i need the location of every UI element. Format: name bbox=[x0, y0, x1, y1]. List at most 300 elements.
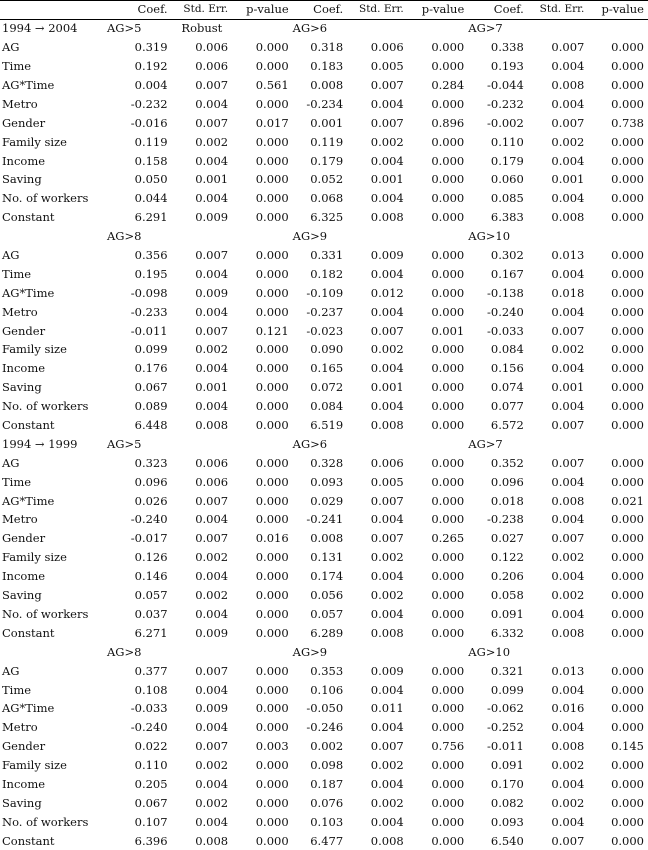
value-cell: 0.205 bbox=[134, 776, 168, 791]
value-cell: 0.099 bbox=[134, 342, 168, 357]
value-cell: 0.004 bbox=[370, 720, 404, 735]
header-cell: Std. Err. bbox=[539, 3, 585, 16]
variable-label: AG*Time bbox=[2, 493, 55, 508]
value-cell: 0.000 bbox=[431, 758, 465, 773]
table-row bbox=[0, 359, 648, 378]
value-cell: 0.006 bbox=[370, 40, 404, 55]
value-cell: 0.165 bbox=[310, 361, 344, 376]
value-cell: 0.007 bbox=[370, 531, 404, 546]
variable-label: Saving bbox=[2, 795, 42, 810]
value-cell: 0.000 bbox=[431, 625, 465, 640]
value-cell: 0.000 bbox=[255, 493, 289, 508]
model-label bbox=[588, 19, 648, 38]
value-cell: 0.000 bbox=[611, 40, 644, 55]
value-cell: 0.004 bbox=[551, 512, 585, 527]
value-cell: 0.000 bbox=[611, 720, 644, 735]
value-cell: 0.021 bbox=[611, 493, 644, 508]
value-cell: -0.016 bbox=[130, 115, 168, 130]
value-cell: 0.007 bbox=[551, 115, 585, 130]
value-cell: 0.007 bbox=[551, 531, 585, 546]
value-cell: 0.000 bbox=[255, 550, 289, 565]
value-cell: 0.000 bbox=[431, 59, 465, 74]
value-cell: 0.000 bbox=[611, 569, 644, 584]
value-cell: 0.103 bbox=[310, 814, 344, 829]
value-cell: 0.000 bbox=[255, 455, 289, 470]
value-cell: -0.017 bbox=[130, 531, 168, 546]
table-row bbox=[0, 529, 648, 548]
value-cell: 0.009 bbox=[195, 701, 229, 716]
value-cell: 0.001 bbox=[370, 380, 404, 395]
table-row bbox=[0, 567, 648, 586]
variable-label: AG*Time bbox=[2, 285, 55, 300]
value-cell: 0.000 bbox=[611, 474, 644, 489]
value-cell: 0.082 bbox=[490, 795, 524, 810]
value-cell: 0.007 bbox=[195, 739, 229, 754]
value-cell: 0.007 bbox=[195, 663, 229, 678]
value-cell: 0.122 bbox=[490, 550, 524, 565]
value-cell: 0.000 bbox=[255, 172, 289, 187]
value-cell: 0.007 bbox=[195, 323, 229, 338]
table-row bbox=[0, 283, 648, 302]
value-cell: 0.302 bbox=[490, 248, 524, 263]
value-cell: 0.005 bbox=[370, 474, 404, 489]
value-cell: 0.008 bbox=[195, 418, 229, 433]
value-cell: 0.084 bbox=[490, 342, 524, 357]
variable-label: No. of workers bbox=[2, 191, 89, 206]
value-cell: 0.000 bbox=[255, 153, 289, 168]
model-label bbox=[347, 227, 408, 246]
model-label: AG>8 bbox=[106, 644, 142, 659]
table-row bbox=[0, 812, 648, 831]
value-cell: 0.007 bbox=[370, 323, 404, 338]
value-cell: -0.109 bbox=[306, 285, 344, 300]
table-row bbox=[0, 151, 648, 170]
value-cell: 0.007 bbox=[195, 248, 229, 263]
value-cell: 0.085 bbox=[490, 191, 524, 206]
value-cell: -0.238 bbox=[487, 512, 524, 527]
model-label: AG>7 bbox=[468, 21, 503, 36]
variable-label: Constant bbox=[2, 625, 55, 640]
variable-label: AG*Time bbox=[2, 701, 55, 716]
value-cell: 0.093 bbox=[310, 474, 344, 489]
value-cell: 0.000 bbox=[611, 550, 644, 565]
variable-label: Gender bbox=[2, 115, 46, 130]
model-label bbox=[347, 19, 408, 38]
variable-label: Gender bbox=[2, 739, 46, 754]
value-cell: 0.000 bbox=[431, 248, 465, 263]
table-row bbox=[0, 605, 648, 624]
value-cell: -0.011 bbox=[130, 323, 168, 338]
value-cell: 0.008 bbox=[310, 531, 344, 546]
value-cell: 0.009 bbox=[195, 285, 229, 300]
variable-label: Saving bbox=[2, 172, 42, 187]
value-cell: 0.000 bbox=[255, 814, 289, 829]
value-cell: 0.000 bbox=[255, 59, 289, 74]
value-cell: 0.131 bbox=[310, 550, 344, 565]
value-cell: 0.000 bbox=[611, 795, 644, 810]
value-cell: -0.044 bbox=[487, 78, 524, 92]
value-cell: 0.119 bbox=[310, 134, 344, 149]
variable-label: AG bbox=[2, 455, 20, 470]
value-cell: 0.000 bbox=[431, 210, 465, 225]
value-cell: 0.004 bbox=[195, 153, 229, 168]
value-cell: 0.000 bbox=[611, 191, 644, 206]
value-cell: 0.084 bbox=[310, 399, 344, 414]
value-cell: 0.008 bbox=[195, 833, 229, 848]
value-cell: -0.252 bbox=[487, 720, 524, 735]
model-label bbox=[408, 434, 469, 453]
header-rule bbox=[0, 19, 648, 20]
value-cell: 6.383 bbox=[490, 210, 524, 225]
value-cell: 0.121 bbox=[255, 323, 289, 338]
value-cell: 0.004 bbox=[195, 814, 229, 829]
value-cell: 0.000 bbox=[611, 248, 644, 263]
value-cell: 0.008 bbox=[551, 739, 585, 754]
value-cell: 0.000 bbox=[431, 663, 465, 678]
value-cell: 0.004 bbox=[195, 361, 229, 376]
table-row bbox=[0, 718, 648, 737]
subheader-row bbox=[0, 19, 648, 38]
value-cell: 6.271 bbox=[134, 625, 168, 640]
variable-label: Family size bbox=[2, 758, 67, 773]
value-cell: 0.009 bbox=[195, 625, 229, 640]
value-cell: -0.033 bbox=[487, 323, 524, 338]
variable-label: Saving bbox=[2, 380, 42, 395]
value-cell: 0.000 bbox=[611, 606, 644, 621]
value-cell: 0.018 bbox=[551, 285, 585, 300]
value-cell: 0.056 bbox=[310, 588, 344, 603]
value-cell: 0.004 bbox=[551, 720, 585, 735]
value-cell: 0.002 bbox=[195, 134, 229, 149]
variable-label: No. of workers bbox=[2, 399, 89, 414]
model-label: AG>9 bbox=[292, 229, 328, 244]
value-cell: 0.284 bbox=[431, 78, 465, 92]
value-cell: -0.023 bbox=[306, 323, 344, 338]
value-cell: 0.000 bbox=[255, 625, 289, 640]
variable-label: Constant bbox=[2, 833, 55, 848]
value-cell: 0.003 bbox=[255, 739, 289, 754]
value-cell: 0.096 bbox=[134, 474, 168, 489]
value-cell: 0.006 bbox=[195, 474, 229, 489]
value-cell: 0.074 bbox=[490, 380, 524, 395]
variable-label: Gender bbox=[2, 323, 46, 338]
value-cell: 0.192 bbox=[134, 59, 168, 74]
value-cell: 0.067 bbox=[134, 795, 168, 810]
table-row bbox=[0, 453, 648, 472]
value-cell: 0.176 bbox=[134, 361, 168, 376]
variable-label: AG bbox=[2, 663, 20, 678]
model-label bbox=[588, 227, 648, 246]
value-cell: 0.096 bbox=[490, 474, 524, 489]
value-cell: 0.002 bbox=[551, 758, 585, 773]
value-cell: 0.000 bbox=[611, 78, 644, 92]
table-row bbox=[0, 170, 648, 189]
variable-label: Income bbox=[2, 776, 46, 791]
value-cell: 0.004 bbox=[370, 266, 404, 281]
value-cell: 0.058 bbox=[490, 588, 524, 603]
variable-label: AG*Time bbox=[2, 78, 55, 92]
value-cell: 0.000 bbox=[255, 380, 289, 395]
subheader-row bbox=[0, 642, 648, 661]
value-cell: 0.377 bbox=[134, 663, 168, 678]
value-cell: 0.091 bbox=[490, 606, 524, 621]
value-cell: 0.008 bbox=[370, 625, 404, 640]
value-cell: 0.000 bbox=[431, 304, 465, 319]
value-cell: 0.000 bbox=[431, 191, 465, 206]
value-cell: 0.000 bbox=[255, 776, 289, 791]
value-cell: 6.572 bbox=[490, 418, 524, 433]
value-cell: 0.002 bbox=[551, 342, 585, 357]
model-label: Robust bbox=[181, 21, 223, 36]
subheader-row bbox=[0, 227, 648, 246]
table-row bbox=[0, 189, 648, 208]
header-cell: Std. Err. bbox=[183, 3, 229, 16]
value-cell: 0.000 bbox=[431, 418, 465, 433]
header-cell: Coef. bbox=[137, 2, 168, 17]
value-cell: 0.077 bbox=[490, 399, 524, 414]
value-cell: 0.000 bbox=[611, 531, 644, 546]
value-cell: 0.000 bbox=[611, 814, 644, 829]
value-cell: 0.107 bbox=[134, 814, 168, 829]
value-cell: 0.000 bbox=[611, 399, 644, 414]
table-row bbox=[0, 321, 648, 340]
value-cell: 0.002 bbox=[195, 758, 229, 773]
value-cell: 0.016 bbox=[551, 701, 585, 716]
table-row bbox=[0, 113, 648, 132]
variable-label: Family size bbox=[2, 550, 67, 565]
value-cell: 0.004 bbox=[134, 78, 168, 92]
value-cell: 6.540 bbox=[490, 833, 524, 848]
value-cell: -0.246 bbox=[306, 720, 344, 735]
value-cell: -0.062 bbox=[487, 701, 524, 716]
value-cell: 0.000 bbox=[255, 701, 289, 716]
value-cell: 0.002 bbox=[551, 550, 585, 565]
value-cell: 0.067 bbox=[134, 380, 168, 395]
value-cell: 0.008 bbox=[370, 833, 404, 848]
value-cell: 0.007 bbox=[195, 531, 229, 546]
value-cell: 0.004 bbox=[551, 266, 585, 281]
value-cell: 0.756 bbox=[431, 739, 465, 754]
table-row bbox=[0, 491, 648, 510]
value-cell: -0.033 bbox=[130, 701, 168, 716]
value-cell: 0.007 bbox=[551, 323, 585, 338]
variable-label: Metro bbox=[2, 304, 38, 319]
value-cell: 0.331 bbox=[310, 248, 344, 263]
model-label bbox=[172, 434, 233, 453]
value-cell: 0.000 bbox=[431, 361, 465, 376]
value-cell: 0.002 bbox=[551, 795, 585, 810]
variable-label: Time bbox=[2, 59, 32, 74]
value-cell: 0.009 bbox=[370, 663, 404, 678]
value-cell: 0.000 bbox=[611, 153, 644, 168]
variable-label: Metro bbox=[2, 512, 38, 527]
value-cell: 0.000 bbox=[431, 172, 465, 187]
value-cell: -0.232 bbox=[130, 96, 168, 111]
value-cell: 0.561 bbox=[255, 78, 289, 92]
value-cell: 0.000 bbox=[611, 758, 644, 773]
table-row bbox=[0, 699, 648, 718]
value-cell: 0.004 bbox=[551, 682, 585, 697]
value-cell: 0.000 bbox=[255, 266, 289, 281]
value-cell: 0.000 bbox=[431, 588, 465, 603]
value-cell: 0.076 bbox=[310, 795, 344, 810]
model-label bbox=[347, 642, 408, 661]
value-cell: 0.006 bbox=[195, 455, 229, 470]
header-cell: Std. Err. bbox=[359, 3, 404, 16]
value-cell: 0.006 bbox=[370, 455, 404, 470]
variable-label: Income bbox=[2, 153, 46, 168]
value-cell: 0.002 bbox=[370, 758, 404, 773]
value-cell: 0.007 bbox=[370, 493, 404, 508]
value-cell: 0.098 bbox=[310, 758, 344, 773]
value-cell: 0.000 bbox=[611, 285, 644, 300]
value-cell: 0.007 bbox=[551, 833, 585, 848]
value-cell: -0.240 bbox=[130, 512, 168, 527]
table-row bbox=[0, 76, 648, 95]
header-cell: Coef. bbox=[313, 2, 344, 17]
value-cell: 6.448 bbox=[134, 418, 168, 433]
value-cell: 0.052 bbox=[310, 172, 344, 187]
value-cell: 0.000 bbox=[431, 474, 465, 489]
value-cell: 0.000 bbox=[611, 304, 644, 319]
value-cell: -0.233 bbox=[130, 304, 168, 319]
table-row bbox=[0, 208, 648, 227]
value-cell: 0.004 bbox=[551, 776, 585, 791]
value-cell: 0.318 bbox=[310, 40, 344, 55]
value-cell: 0.126 bbox=[134, 550, 168, 565]
value-cell: 0.002 bbox=[370, 342, 404, 357]
value-cell: 0.004 bbox=[370, 606, 404, 621]
variable-label: No. of workers bbox=[2, 814, 89, 829]
value-cell: 0.006 bbox=[195, 59, 229, 74]
value-cell: 0.206 bbox=[490, 569, 524, 584]
value-cell: 0.000 bbox=[611, 323, 644, 338]
value-cell: 0.029 bbox=[310, 493, 344, 508]
value-cell: 0.016 bbox=[255, 531, 289, 546]
value-cell: 0.183 bbox=[310, 59, 344, 74]
period-label bbox=[0, 227, 107, 246]
value-cell: 0.037 bbox=[134, 606, 168, 621]
value-cell: 0.265 bbox=[431, 531, 465, 546]
value-cell: 0.002 bbox=[370, 795, 404, 810]
value-cell: 0.000 bbox=[611, 663, 644, 678]
value-cell: 0.002 bbox=[195, 795, 229, 810]
variable-label: AG bbox=[2, 248, 20, 263]
header-cell: Coef. bbox=[493, 2, 524, 17]
model-label bbox=[232, 642, 293, 661]
value-cell: 0.004 bbox=[551, 59, 585, 74]
value-cell: 0.004 bbox=[195, 266, 229, 281]
table-row bbox=[0, 38, 648, 57]
value-cell: 0.000 bbox=[611, 833, 644, 848]
value-cell: 0.000 bbox=[611, 266, 644, 281]
value-cell: 0.057 bbox=[310, 606, 344, 621]
value-cell: 0.017 bbox=[255, 115, 289, 130]
value-cell: 0.004 bbox=[370, 682, 404, 697]
value-cell: 0.004 bbox=[370, 153, 404, 168]
value-cell: 0.000 bbox=[431, 682, 465, 697]
value-cell: 0.001 bbox=[431, 323, 465, 338]
model-label: AG>7 bbox=[468, 436, 503, 451]
value-cell: 0.167 bbox=[490, 266, 524, 281]
value-cell: 0.012 bbox=[370, 285, 404, 300]
value-cell: 0.057 bbox=[134, 588, 168, 603]
header-cell: p-value bbox=[601, 2, 644, 17]
value-cell: 0.000 bbox=[431, 606, 465, 621]
value-cell: 0.004 bbox=[195, 569, 229, 584]
table-body bbox=[0, 19, 648, 850]
value-cell: 0.005 bbox=[370, 59, 404, 74]
table-row bbox=[0, 340, 648, 359]
value-cell: 0.000 bbox=[431, 40, 465, 55]
value-cell: -0.002 bbox=[487, 115, 524, 130]
value-cell: 0.000 bbox=[255, 210, 289, 225]
model-label bbox=[528, 642, 589, 661]
variable-label: No. of workers bbox=[2, 606, 89, 621]
value-cell: 0.000 bbox=[431, 833, 465, 848]
value-cell: 0.000 bbox=[255, 248, 289, 263]
variable-label: Income bbox=[2, 569, 46, 584]
value-cell: 0.000 bbox=[255, 663, 289, 678]
value-cell: 0.000 bbox=[431, 795, 465, 810]
value-cell: 0.000 bbox=[611, 625, 644, 640]
table-row bbox=[0, 510, 648, 529]
value-cell: 0.000 bbox=[431, 776, 465, 791]
value-cell: 0.008 bbox=[370, 210, 404, 225]
model-label: AG>5 bbox=[106, 21, 142, 36]
value-cell: 0.004 bbox=[195, 682, 229, 697]
value-cell: 0.000 bbox=[431, 285, 465, 300]
value-cell: 0.146 bbox=[134, 569, 168, 584]
value-cell: -0.098 bbox=[130, 285, 168, 300]
value-cell: 0.007 bbox=[195, 78, 229, 92]
value-cell: 0.008 bbox=[370, 418, 404, 433]
header-cell: p-value bbox=[246, 2, 289, 17]
table-row bbox=[0, 831, 648, 850]
model-label bbox=[528, 434, 589, 453]
table-row bbox=[0, 416, 648, 435]
value-cell: 0.338 bbox=[490, 40, 524, 55]
value-cell: 0.000 bbox=[255, 418, 289, 433]
value-cell: 0.000 bbox=[431, 455, 465, 470]
value-cell: 0.008 bbox=[551, 78, 585, 92]
value-cell: 0.000 bbox=[611, 776, 644, 791]
value-cell: 0.004 bbox=[370, 512, 404, 527]
value-cell: 0.000 bbox=[431, 569, 465, 584]
variable-label: Saving bbox=[2, 588, 42, 603]
model-label: AG>5 bbox=[106, 436, 142, 451]
value-cell: 0.004 bbox=[551, 569, 585, 584]
value-cell: 0.000 bbox=[255, 361, 289, 376]
value-cell: 0.004 bbox=[551, 153, 585, 168]
table-row bbox=[0, 302, 648, 321]
value-cell: 0.093 bbox=[490, 814, 524, 829]
value-cell: -0.240 bbox=[130, 720, 168, 735]
value-cell: 0.004 bbox=[195, 606, 229, 621]
value-cell: 0.000 bbox=[611, 342, 644, 357]
model-label bbox=[408, 642, 469, 661]
model-label: AG>10 bbox=[468, 644, 511, 659]
value-cell: 0.000 bbox=[611, 455, 644, 470]
value-cell: 0.026 bbox=[134, 493, 168, 508]
table-row bbox=[0, 775, 648, 794]
model-label bbox=[232, 227, 293, 246]
value-cell: 0.000 bbox=[255, 342, 289, 357]
variable-label: Gender bbox=[2, 531, 46, 546]
value-cell: 0.000 bbox=[611, 512, 644, 527]
model-label bbox=[588, 434, 648, 453]
value-cell: 0.013 bbox=[551, 248, 585, 263]
